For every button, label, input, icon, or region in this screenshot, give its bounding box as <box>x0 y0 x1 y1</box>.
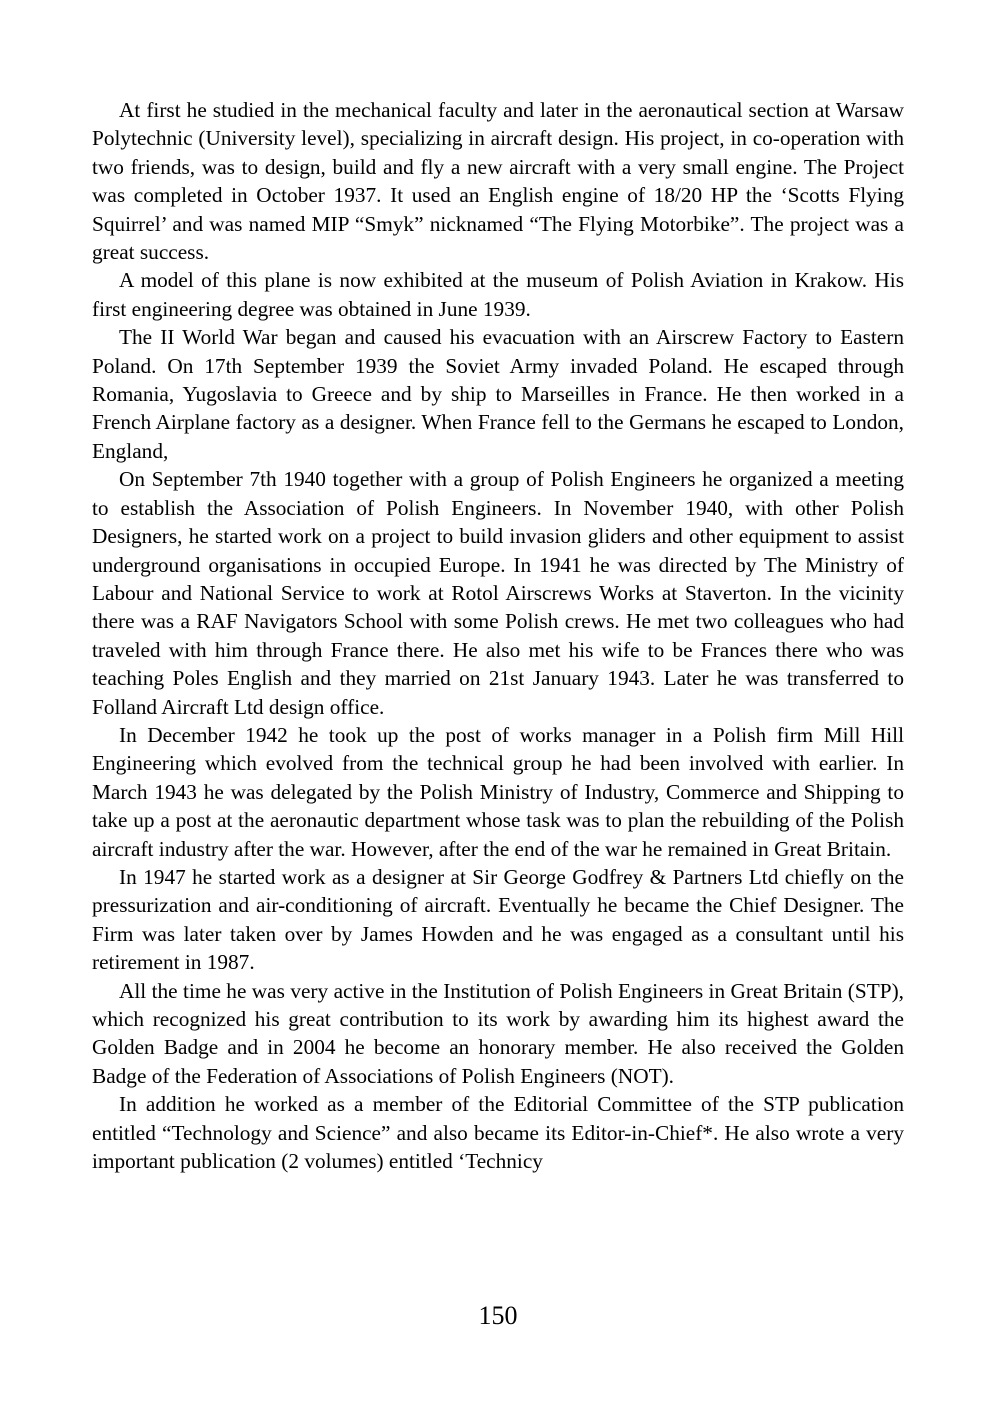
paragraph: In 1947 he started work as a designer at Sir George Godfrey & Partners Ltd chiefly on the pressurization and air-conditioning of aircraft. Eventually he became the Chief Designer. The Firm was later taken over by James Howden and he was engaged as a consultant until his retirement in 1987. <box>92 864 904 975</box>
body-text <box>92 96 904 1175</box>
page-number: 150 <box>478 1301 518 1330</box>
paragraph: A model of this plane is now exhibited at the museum of Polish Aviation in Krakow. His first engineering degree was obtained in June 1939. <box>92 268 904 321</box>
paragraph: In December 1942 he took up the post of works manager in a Polish firm Mill Hill Engineering which evolved from the technical group he had been involved with earlier. In March 1943 he was delegated by the Polish Ministry of Industry, Commerce and Shipping to take up a post at the aeronautic department whose task was to plan the rebuilding of the Polish aircraft industry after the war. However, after the end of the war he remained in Great Britain. <box>92 722 904 861</box>
paragraph: The II World War began and caused his evacuation with an Airscrew Factory to Eastern Poland. On 17th September 1939 the Soviet Army invaded Poland. He escaped through Romania, Yugoslavia to Greece and by ship to Marseilles in France. He then worked in a French Airplane factory as a designer. When France fell to the Germans he escaped to London, England, <box>92 325 904 463</box>
paragraph: All the time he was very active in the Institution of Polish Engineers in Great Britain (STP), which recognized his great contribution to its work by awarding him its highest award the Golden Badge and in 2004 he become an honorary member. He also received the Golden Badge of the Federation of Associations of Polish Engineers (NOT). <box>92 978 904 1088</box>
paragraph: In addition he worked as a member of the Editorial Committee of the STP publication entitled “Technology and Science” and also became its Editor-in-Chief*. He also wrote a very important publication (2 volumes) entitled ‘Technicy <box>92 1092 904 1174</box>
paragraph: On September 7th 1940 together with a group of Polish Engineers he organized a meeting to establish the Association of Polish Engineers. In November 1940, with other Polish Designers, he started work on a project to build invasion gliders and other equipment to assist underground organisations in occupied Europe. In 1941 he was directed by The Ministry of Labour and National Service to work at Rotol Airscrews Works at Staverton. In the vicinity there was a RAF Navigators School with some Polish crews. He met two colleagues who had traveled with him through France there. He also met his wife to be Frances there who was teaching Poles English and they married on 21st January 1943. Later he was transferred to Folland Aircraft Ltd design office. <box>92 467 904 719</box>
paragraph: At first he studied in the mechanical faculty and later in the aeronautical section at Warsaw Polytechnic (University level), specializing in aircraft design. His project, in co-operation with two friends, was to design, build and fly a new aircraft with a very small engine. The Project was completed in October 1937. It used an English engine of 18/20 HP the ‘Scotts Flying Squirrel’ and was named MIP “Smyk” nicknamed “The Flying Motorbike”. The project was a great success. <box>92 98 904 265</box>
